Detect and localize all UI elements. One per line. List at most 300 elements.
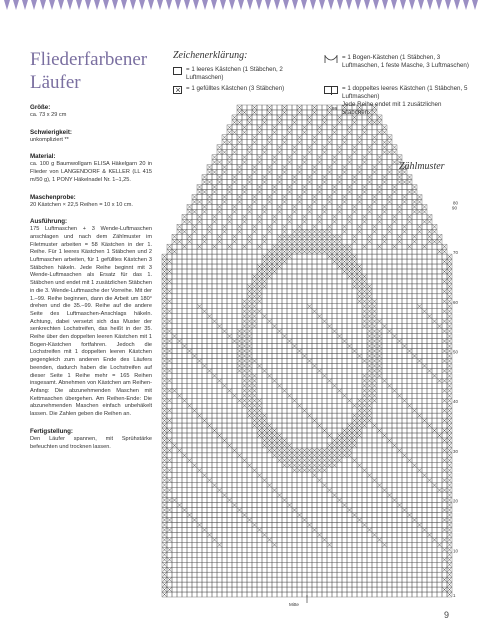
chart-cell (347, 120, 352, 125)
chart-cell (292, 289, 297, 294)
filled-cell-mark (368, 409, 372, 413)
chart-cell (382, 349, 387, 354)
chart-cell (392, 239, 397, 244)
chart-cell (187, 289, 192, 294)
filled-cell-mark (408, 190, 412, 194)
chart-cell (302, 180, 307, 185)
chart-cell (192, 314, 197, 319)
chart-cell (217, 468, 222, 473)
chart-cell (427, 259, 432, 264)
chart-cell (412, 443, 417, 448)
chart-cell (427, 373, 432, 378)
chart-cell (212, 299, 217, 304)
chart-cell (192, 423, 197, 428)
chart-cell (202, 214, 207, 219)
chart-cell (377, 209, 382, 214)
chart-cell (287, 309, 292, 314)
filled-cell-mark (388, 140, 392, 144)
filled-cell-mark (363, 294, 367, 298)
chart-cell (212, 383, 217, 388)
chart-cell (307, 289, 312, 294)
filled-cell-mark (333, 384, 337, 388)
chart-cell (442, 324, 447, 329)
chart-cell (222, 259, 227, 264)
filled-cell-mark (343, 165, 347, 169)
chart-cell (392, 393, 397, 398)
chart-cell (347, 368, 352, 373)
chart-cell (282, 304, 287, 309)
chart-cell (342, 239, 347, 244)
filled-cell-mark (283, 135, 287, 139)
filled-cell-mark (373, 359, 377, 363)
filled-cell-mark (293, 150, 297, 154)
filled-cell-mark (448, 329, 452, 333)
chart-cell (327, 294, 332, 299)
filled-cell-mark (358, 285, 362, 289)
filled-cell-mark (358, 399, 362, 403)
filled-cell-mark (313, 135, 317, 139)
filled-cell-mark (388, 135, 392, 139)
filled-cell-mark (243, 369, 247, 373)
filled-cell-mark (413, 190, 417, 194)
filled-cell-mark (318, 314, 322, 318)
chart-cell (192, 349, 197, 354)
chart-cell (287, 294, 292, 299)
filled-cell-mark (328, 170, 332, 174)
filled-cell-mark (168, 449, 172, 453)
chart-cell (307, 433, 312, 438)
filled-cell-mark (403, 453, 407, 457)
chart-cell (277, 358, 282, 363)
chart-cell (357, 319, 362, 324)
filled-cell-mark (278, 449, 282, 453)
filled-cell-mark (323, 374, 327, 378)
filled-cell-mark (258, 285, 262, 289)
chart-cell (402, 458, 407, 463)
chart-cell (222, 209, 227, 214)
chart-cell (287, 140, 292, 145)
chart-cell (347, 334, 352, 339)
chart-cell (412, 413, 417, 418)
chart-cell (437, 358, 442, 363)
filled-cell-mark (208, 195, 212, 199)
filled-cell-mark (293, 205, 297, 209)
chart-cell (252, 264, 257, 269)
chart-cell (392, 324, 397, 329)
chart-cell (377, 140, 382, 145)
filled-cell-mark (358, 419, 362, 423)
filled-cell-mark (413, 185, 417, 189)
chart-cell (407, 408, 412, 413)
filled-cell-mark (308, 245, 312, 249)
chart-cell (437, 368, 442, 373)
chart-cell (397, 453, 402, 458)
filled-cell-mark (283, 200, 287, 204)
filled-cell-mark (263, 205, 267, 209)
chart-cell (432, 403, 437, 408)
chart-cell (272, 418, 277, 423)
filled-cell-mark (363, 409, 367, 413)
filled-cell-mark (233, 180, 237, 184)
filled-cell-mark (253, 424, 257, 428)
chart-cell (422, 269, 427, 274)
filled-cell-mark (433, 429, 437, 433)
filled-cell-mark (313, 235, 317, 239)
filled-cell-mark (323, 210, 327, 214)
chart-cell (397, 314, 402, 319)
chart-cell (277, 274, 282, 279)
chart-cell (282, 349, 287, 354)
chart-cell (232, 418, 237, 423)
chart-cell (177, 383, 182, 388)
chart-cell (337, 393, 342, 398)
chart-cell (377, 234, 382, 239)
chart-cell (397, 264, 402, 269)
filled-cell-mark (268, 270, 272, 274)
chart-cell (227, 180, 232, 185)
chart-cell (352, 199, 357, 204)
chart-cell (207, 189, 212, 194)
chart-cell (422, 408, 427, 413)
chart-cell (332, 468, 337, 473)
chart-cell (402, 433, 407, 438)
chart-cell (332, 373, 337, 378)
filled-cell-mark (283, 230, 287, 234)
chart-cell (402, 259, 407, 264)
chart-cell (237, 304, 242, 309)
filled-cell-mark (378, 190, 382, 194)
chart-cell (392, 418, 397, 423)
filled-cell-mark (283, 225, 287, 229)
chart-cell (227, 259, 232, 264)
filled-cell-mark (193, 195, 197, 199)
chart-cell (232, 299, 237, 304)
filled-cell-mark (393, 389, 397, 393)
chart-cell (207, 373, 212, 378)
fringe-tooth (13, 0, 19, 10)
chart-cell (252, 453, 257, 458)
chart-cell (422, 383, 427, 388)
chart-cell (262, 383, 267, 388)
filled-cell-mark (323, 453, 327, 457)
chart-cell (407, 264, 412, 269)
chart-cell (392, 199, 397, 204)
filled-cell-mark (408, 175, 412, 179)
chart-cell (357, 388, 362, 393)
chart-cell (362, 339, 367, 344)
filled-cell-mark (373, 319, 377, 323)
filled-cell-mark (278, 210, 282, 214)
chart-cell (417, 314, 422, 319)
title-line-2: Läufer (30, 72, 81, 93)
filled-cell-mark (343, 195, 347, 199)
chart-cell (327, 334, 332, 339)
chart-cell (437, 334, 442, 339)
filled-cell-mark (348, 453, 352, 457)
chart-cell (327, 120, 332, 125)
fringe-tooth (130, 0, 136, 10)
filled-cell-mark (228, 125, 232, 129)
chart-cell (222, 219, 227, 224)
chart-cell (392, 349, 397, 354)
chart-cell (242, 135, 247, 140)
chart-cell (382, 214, 387, 219)
filled-cell-mark (168, 359, 172, 363)
chart-cell (312, 219, 317, 224)
filled-cell-mark (263, 265, 267, 269)
chart-cell (412, 244, 417, 249)
chart-cell (217, 383, 222, 388)
chart-cell (217, 254, 222, 259)
chart-cell (297, 418, 302, 423)
chart-cell (287, 358, 292, 363)
filled-cell-mark (298, 111, 302, 115)
chart-cell (437, 383, 442, 388)
chart-cell (427, 224, 432, 229)
chart-cell (352, 393, 357, 398)
chart-cell (342, 324, 347, 329)
chart-cell (317, 358, 322, 363)
filled-cell-mark (168, 319, 172, 323)
filled-cell-mark (288, 220, 292, 224)
filled-cell-mark (293, 245, 297, 249)
chart-cell (257, 448, 262, 453)
filled-cell-mark (283, 444, 287, 448)
chart-cell (402, 279, 407, 284)
chart-cell (247, 140, 252, 145)
filled-cell-mark (353, 285, 357, 289)
chart-cell (197, 309, 202, 314)
filled-cell-mark (448, 424, 452, 428)
chart-cell (282, 299, 287, 304)
chart-cell (262, 105, 267, 110)
chart-cell (227, 309, 232, 314)
chart-cell (307, 299, 312, 304)
filled-cell-mark (243, 125, 247, 129)
chart-cell (412, 423, 417, 428)
filled-cell-mark (168, 399, 172, 403)
filled-cell-mark (368, 329, 372, 333)
chart-cell (297, 363, 302, 368)
filled-cell-mark (243, 304, 247, 308)
chart-cell (347, 413, 352, 418)
filled-cell-mark (268, 230, 272, 234)
chart-cell (392, 363, 397, 368)
chart-cell (362, 199, 367, 204)
chart-cell (227, 423, 232, 428)
filled-cell-mark (383, 125, 387, 129)
chart-cell (242, 279, 247, 284)
chart-cell (192, 388, 197, 393)
filled-cell-mark (413, 200, 417, 204)
filled-cell-mark (248, 369, 252, 373)
filled-cell-mark (283, 439, 287, 443)
filled-cell-mark (263, 116, 267, 120)
chart-cell (297, 334, 302, 339)
chart-cell (237, 209, 242, 214)
chart-cell (172, 289, 177, 294)
filled-cell-mark (223, 150, 227, 154)
chart-cell (417, 299, 422, 304)
chart-cell (182, 403, 187, 408)
filled-cell-mark (443, 250, 447, 254)
chart-cell (357, 125, 362, 130)
chart-cell (172, 349, 177, 354)
chart-cell (397, 458, 402, 463)
filled-cell-mark (328, 240, 332, 244)
chart-cell (332, 120, 337, 125)
chart-cell (317, 349, 322, 354)
chart-cell (282, 324, 287, 329)
chart-cell (432, 448, 437, 453)
chart-cell (432, 329, 437, 334)
chart-cell (252, 180, 257, 185)
chart-cell (202, 388, 207, 393)
chart-cell (282, 284, 287, 289)
chart-cell (177, 244, 182, 249)
chart-cell (297, 324, 302, 329)
chart-cell (417, 373, 422, 378)
chart-cell (417, 463, 422, 468)
chart-cell (207, 358, 212, 363)
chart-cell (402, 185, 407, 190)
chart-cell (167, 353, 172, 358)
chart-cell (412, 418, 417, 423)
chart-cell (312, 185, 317, 190)
chart-cell (312, 349, 317, 354)
chart-cell (337, 463, 342, 468)
chart-cell (327, 393, 332, 398)
chart-cell (232, 398, 237, 403)
filled-cell-mark (253, 275, 257, 279)
filled-cell-mark (228, 215, 232, 219)
chart-cell (257, 254, 262, 259)
chart-cell (382, 403, 387, 408)
chart-cell (422, 339, 427, 344)
chart-cell (267, 125, 272, 130)
chart-cell (402, 219, 407, 224)
chart-cell (182, 388, 187, 393)
chart-cell (282, 115, 287, 120)
chart-cell (367, 423, 372, 428)
filled-cell-mark (368, 379, 372, 383)
chart-cell (377, 324, 382, 329)
chart-cell (232, 383, 237, 388)
chart-cell (412, 378, 417, 383)
chart-cell (387, 368, 392, 373)
chart-cell (237, 378, 242, 383)
chart-cell (207, 219, 212, 224)
chart-cell (362, 115, 367, 120)
filled-cell-mark (408, 220, 412, 224)
chart-cell (317, 329, 322, 334)
chart-cell (307, 165, 312, 170)
filled-cell-mark (413, 463, 417, 467)
chart-cell (417, 433, 422, 438)
chart-cell (197, 378, 202, 383)
filled-cell-mark (208, 225, 212, 229)
filled-cell-mark (353, 260, 357, 264)
chart-cell (397, 363, 402, 368)
chart-cell (422, 299, 427, 304)
chart-cell (297, 289, 302, 294)
chart-cell (262, 249, 267, 254)
filled-cell-mark (228, 130, 232, 134)
chart-cell (402, 388, 407, 393)
filled-cell-mark (368, 369, 372, 373)
chart-cell (187, 423, 192, 428)
chart-cell (357, 249, 362, 254)
filled-cell-mark (298, 468, 302, 472)
chart-cell (382, 294, 387, 299)
filled-cell-mark (203, 180, 207, 184)
section-gauge (30, 194, 152, 210)
chart-cell (312, 214, 317, 219)
filled-cell-mark (378, 319, 382, 323)
chart-cell (412, 373, 417, 378)
chart-cell (272, 165, 277, 170)
chart-cell (317, 105, 322, 110)
chart-cell (382, 428, 387, 433)
chart-cell (372, 269, 377, 274)
filled-cell-mark (168, 379, 172, 383)
chart-cell (442, 284, 447, 289)
chart-cell (412, 309, 417, 314)
filled-cell-mark (418, 200, 422, 204)
chart-cell (377, 448, 382, 453)
chart-cell (327, 319, 332, 324)
chart-cell (302, 309, 307, 314)
filled-cell-mark (353, 275, 357, 279)
chart-cell (192, 378, 197, 383)
chart-cell (362, 448, 367, 453)
filled-cell-mark (228, 155, 232, 159)
chart-cell (317, 299, 322, 304)
chart-cell (237, 373, 242, 378)
chart-cell (282, 423, 287, 428)
chart-cell (327, 314, 332, 319)
chart-cell (212, 229, 217, 234)
chart-cell (397, 299, 402, 304)
chart-cell (347, 209, 352, 214)
filled-cell-mark (373, 165, 377, 169)
chart-cell (337, 165, 342, 170)
chart-cell (427, 453, 432, 458)
chart-cell (387, 239, 392, 244)
chart-cell (182, 339, 187, 344)
chart-cell (372, 150, 377, 155)
chart-cell (187, 418, 192, 423)
filled-cell-mark (243, 155, 247, 159)
filled-cell-mark (353, 205, 357, 209)
filled-cell-mark (293, 210, 297, 214)
filled-cell-mark (323, 319, 327, 323)
chart-cell (197, 329, 202, 334)
chart-cell (172, 363, 177, 368)
chart-cell (197, 249, 202, 254)
chart-cell (302, 428, 307, 433)
filled-cell-mark (358, 409, 362, 413)
chart-cell (277, 393, 282, 398)
chart-cell (197, 274, 202, 279)
filled-cell-mark (163, 369, 167, 373)
chart-cell (257, 324, 262, 329)
chart-cell (282, 185, 287, 190)
filled-cell-mark (198, 245, 202, 249)
chart-cell (197, 428, 202, 433)
chart-cell (332, 180, 337, 185)
chart-cell (422, 344, 427, 349)
